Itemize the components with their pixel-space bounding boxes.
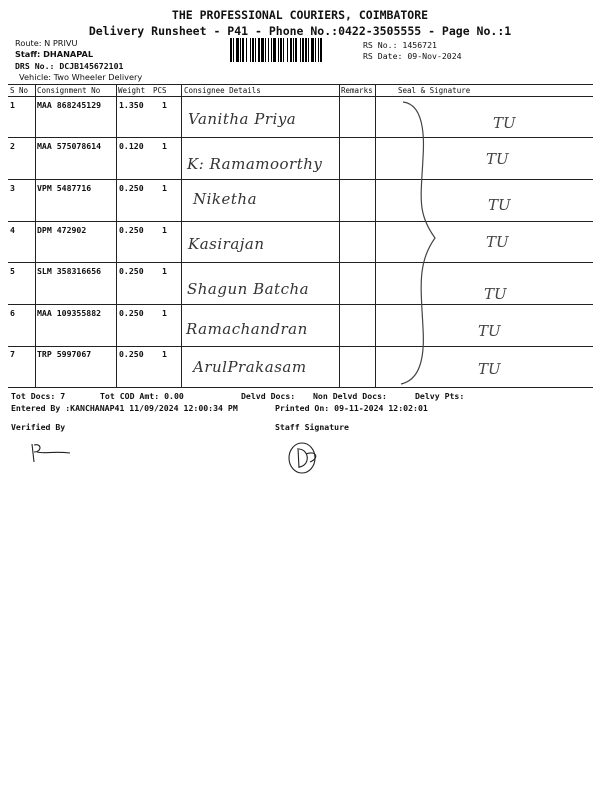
col-header-sno: S No [10,86,29,95]
barcode-bar [240,38,241,62]
col-header-seal-signature: Seal & Signature [398,86,471,95]
col-divider [375,84,376,387]
barcode-bar [305,38,307,62]
row-4-weight: 0.250 [119,225,144,235]
barcode-bar [261,38,264,62]
barcode-bar [315,38,316,62]
route-label: Route: N PRIVU [15,38,78,48]
row-6-weight: 0.250 [119,308,144,318]
barcode-bar [302,38,304,62]
barcode-bar [308,38,309,62]
barcode-bar [258,38,260,62]
barcode-bar [233,38,234,62]
drs-number: DRS No.: DCJB145672101 [15,61,124,71]
barcode-bar [252,38,254,62]
rs-number: RS No.: 1456721 [363,40,437,50]
row-3-consignment: VPM 5487716 [37,183,92,193]
barcode-bar [278,38,279,62]
verifier-signature [28,440,74,464]
col-divider [181,84,182,387]
col-divider [116,84,117,387]
col-divider [35,84,36,387]
company-title: THE PROFESSIONAL COURIERS, COIMBATORE [171,8,429,22]
row-5-weight: 0.250 [119,266,144,276]
rs-date: RS Date: 09-Nov-2024 [363,51,462,61]
staff-signature [286,440,326,476]
col-header-consignee: Consignee Details [184,86,261,95]
row-7-seal: TU [478,360,501,378]
barcode-bar [300,38,301,62]
barcode-bar [230,38,232,62]
row-3-seal: TU [488,196,511,214]
row-divider [8,346,593,347]
staff-label: Staff: DHANAPAL [15,49,94,59]
vehicle-label: Vehicle: Two Wheeler Delivery [19,72,143,82]
row-3-weight: 0.250 [119,183,144,193]
col-header-remarks: Remarks [341,86,373,95]
printed-on: Printed On: 09-11-2024 12:02:01 [275,403,428,413]
row-1-pcs: 1 [162,100,167,110]
table-top-border [8,84,593,85]
delivery-points: Delvy Pts: [415,391,465,401]
barcode-bar [236,38,239,62]
barcode-bar [250,38,251,62]
row-7-consignee: ArulPrakasam [193,358,307,376]
row-5-consignment: SLM 358316656 [37,266,102,276]
row-1-sno: 1 [10,100,15,110]
row-divider [8,137,593,138]
barcode [230,38,356,62]
row-6-consignee: Ramachandran [186,320,308,338]
barcode-bar [255,38,256,62]
barcode-bar [287,38,288,62]
barcode-bar [273,38,276,62]
row-3-pcs: 1 [162,183,167,193]
runsheet-title: Delivery Runsheet - P41 - Phone No.:0422-3505555 - Page No.:1 [88,24,512,38]
barcode-bar [246,38,247,62]
row-6-pcs: 1 [162,308,167,318]
row-7-sno: 7 [10,349,15,359]
barcode-bar [283,38,284,62]
row-divider [8,221,593,222]
row-1-weight: 1.350 [119,100,144,110]
row-5-sno: 5 [10,266,15,276]
row-4-consignee: Kasirajan [188,235,265,253]
row-2-sno: 2 [10,141,15,151]
row-5-pcs: 1 [162,266,167,276]
col-header-pcs: PCS [153,86,167,95]
barcode-bar [268,38,269,62]
row-4-seal: TU [486,233,509,251]
row-2-seal: TU [486,150,509,168]
row-4-pcs: 1 [162,225,167,235]
row-divider [8,304,593,305]
row-4-sno: 4 [10,225,15,235]
row-divider [8,262,593,263]
row-4-consignment: DPM 472902 [37,225,87,235]
entered-by: Entered By :KANCHANAP41 11/09/2024 12:00:34 PM [11,403,238,413]
row-3-consignee: Niketha [193,190,258,208]
row-7-pcs: 1 [162,349,167,359]
barcode-bar [311,38,314,62]
row-2-consignment: MAA 575078614 [37,141,102,151]
row-6-consignment: MAA 109355882 [37,308,102,318]
barcode-bar [265,38,266,62]
row-3-sno: 3 [10,183,15,193]
signature-brace-mark [395,98,445,388]
total-docs: Tot Docs: 7 [11,391,66,401]
delivered-docs: Delvd Docs: [241,391,296,401]
barcode-bar [320,38,322,62]
header-bottom-border [8,96,593,97]
row-5-consignee: Shagun Batcha [187,280,310,298]
row-2-pcs: 1 [162,141,167,151]
row-6-sno: 6 [10,308,15,318]
row-5-seal: TU [484,285,507,303]
verified-by-label: Verified By [11,422,66,432]
col-divider [339,84,340,387]
barcode-bar [280,38,282,62]
row-2-consignee: K: Ramamoorthy [187,155,323,173]
barcode-bar [271,38,272,62]
barcode-bar [318,38,319,62]
col-header-consignment: Consignment No [37,86,101,95]
row-divider [8,179,593,180]
row-1-seal: TU [493,114,516,132]
barcode-bar [293,38,294,62]
row-6-seal: TU [478,322,501,340]
total-cod-amount: Tot COD Amt: 0.00 [100,391,184,401]
col-header-weight: Weight [118,86,146,95]
staff-signature-label: Staff Signature [275,422,349,432]
barcode-bar [290,38,292,62]
barcode-bar [242,38,244,62]
row-7-weight: 0.250 [119,349,144,359]
row-1-consignment: MAA 868245129 [37,100,102,110]
row-2-weight: 0.120 [119,141,144,151]
table-bottom-border [8,387,593,388]
row-1-consignee: Vanitha Priya [188,110,297,128]
non-delivered-docs: Non Delvd Docs: [313,391,387,401]
row-7-consignment: TRP 5997067 [37,349,92,359]
barcode-bar [295,38,297,62]
